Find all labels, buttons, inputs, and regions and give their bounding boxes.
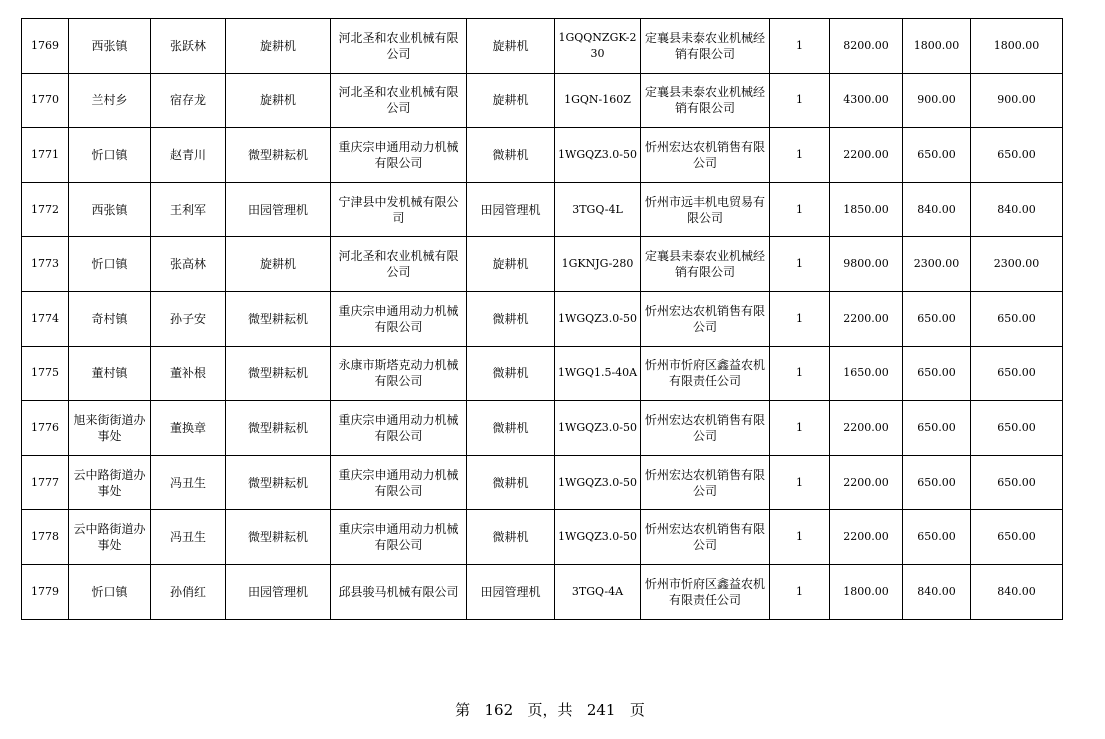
machine-category-cell: 旋耕机: [226, 237, 331, 292]
machine-category-cell: 微型耕耘机: [226, 291, 331, 346]
table-row: [22, 19, 1063, 74]
town-cell: 董村镇: [69, 346, 151, 401]
farmer-name-cell: 孙子安: [151, 291, 226, 346]
quantity-cell: 1: [770, 19, 830, 74]
machine-type-cell: 微耕机: [467, 455, 555, 510]
row-index-cell: 1779: [22, 564, 69, 619]
machine-type-cell: 微耕机: [467, 128, 555, 183]
table-row: [22, 128, 1063, 183]
dealer-cell: 忻州宏达农机销售有限公司: [641, 291, 770, 346]
machine-category-cell: 微型耕耘机: [226, 401, 331, 456]
table-body: [22, 19, 1063, 620]
page-footer: [0, 699, 1100, 720]
manufacturer-cell: 重庆宗申通用动力机械有限公司: [331, 455, 467, 510]
model-cell: 1WGQZ3.0-50: [555, 128, 641, 183]
sale-price-cell: 1850.00: [830, 182, 903, 237]
farmer-name-cell: 董换章: [151, 401, 226, 456]
footer-suffix: 页: [629, 701, 645, 719]
quantity-cell: 1: [770, 237, 830, 292]
machine-type-cell: 微耕机: [467, 401, 555, 456]
total-subsidy-cell: 900.00: [971, 73, 1063, 128]
quantity-cell: 1: [770, 401, 830, 456]
manufacturer-cell: 邱县骏马机械有限公司: [331, 564, 467, 619]
central-subsidy-cell: 650.00: [903, 346, 971, 401]
dealer-cell: 忻州市忻府区鑫益农机有限责任公司: [641, 564, 770, 619]
total-subsidy-cell: 840.00: [971, 182, 1063, 237]
sale-price-cell: 2200.00: [830, 291, 903, 346]
table-row: [22, 237, 1063, 292]
central-subsidy-cell: 650.00: [903, 455, 971, 510]
farmer-name-cell: 张高林: [151, 237, 226, 292]
machine-category-cell: 微型耕耘机: [226, 128, 331, 183]
machine-type-cell: 微耕机: [467, 291, 555, 346]
manufacturer-cell: 宁津县中发机械有限公司: [331, 182, 467, 237]
sale-price-cell: 2200.00: [830, 128, 903, 183]
sale-price-cell: 1800.00: [830, 564, 903, 619]
dealer-cell: 忻州宏达农机销售有限公司: [641, 455, 770, 510]
dealer-cell: 忻州宏达农机销售有限公司: [641, 128, 770, 183]
manufacturer-cell: 河北圣和农业机械有限公司: [331, 73, 467, 128]
total-subsidy-cell: 650.00: [971, 455, 1063, 510]
total-subsidy-cell: 840.00: [971, 564, 1063, 619]
town-cell: 忻口镇: [69, 564, 151, 619]
central-subsidy-cell: 1800.00: [903, 19, 971, 74]
manufacturer-cell: 永康市斯塔克动力机械有限公司: [331, 346, 467, 401]
farmer-name-cell: 冯丑生: [151, 455, 226, 510]
table-row: [22, 346, 1063, 401]
model-cell: 1WGQZ3.0-50: [555, 510, 641, 565]
model-cell: 1WGQ1.5-40A: [555, 346, 641, 401]
model-cell: 1WGQZ3.0-50: [555, 401, 641, 456]
machine-type-cell: 微耕机: [467, 510, 555, 565]
total-subsidy-cell: 650.00: [971, 510, 1063, 565]
table-row: [22, 564, 1063, 619]
farmer-name-cell: 孙俏红: [151, 564, 226, 619]
central-subsidy-cell: 650.00: [903, 510, 971, 565]
central-subsidy-cell: 650.00: [903, 401, 971, 456]
quantity-cell: 1: [770, 455, 830, 510]
quantity-cell: 1: [770, 128, 830, 183]
machine-category-cell: 微型耕耘机: [226, 510, 331, 565]
model-cell: 1GQQNZGK-230: [555, 19, 641, 74]
central-subsidy-cell: 840.00: [903, 564, 971, 619]
manufacturer-cell: 河北圣和农业机械有限公司: [331, 237, 467, 292]
table-row: [22, 182, 1063, 237]
model-cell: 1WGQZ3.0-50: [555, 291, 641, 346]
machine-category-cell: 田园管理机: [226, 564, 331, 619]
sale-price-cell: 4300.00: [830, 73, 903, 128]
sale-price-cell: 2200.00: [830, 455, 903, 510]
model-cell: 3TGQ-4L: [555, 182, 641, 237]
town-cell: 忻口镇: [69, 128, 151, 183]
town-cell: 西张镇: [69, 19, 151, 74]
table-row: [22, 73, 1063, 128]
total-subsidy-cell: 650.00: [971, 128, 1063, 183]
quantity-cell: 1: [770, 182, 830, 237]
town-cell: 云中路街道办事处: [69, 455, 151, 510]
dealer-cell: 定襄县耒泰农业机械经销有限公司: [641, 237, 770, 292]
machine-category-cell: 微型耕耘机: [226, 455, 331, 510]
town-cell: 奇村镇: [69, 291, 151, 346]
farmer-name-cell: 宿存龙: [151, 73, 226, 128]
row-index-cell: 1778: [22, 510, 69, 565]
sale-price-cell: 1650.00: [830, 346, 903, 401]
row-index-cell: 1773: [22, 237, 69, 292]
quantity-cell: 1: [770, 564, 830, 619]
dealer-cell: 忻州市远丰机电贸易有限公司: [641, 182, 770, 237]
row-index-cell: 1770: [22, 73, 69, 128]
dealer-cell: 忻州宏达农机销售有限公司: [641, 510, 770, 565]
table-row: [22, 510, 1063, 565]
farmer-name-cell: 董补根: [151, 346, 226, 401]
total-subsidy-cell: 2300.00: [971, 237, 1063, 292]
total-subsidy-cell: 650.00: [971, 401, 1063, 456]
town-cell: 旭来街街道办事处: [69, 401, 151, 456]
table-row: [22, 455, 1063, 510]
model-cell: 1GKNJG-280: [555, 237, 641, 292]
quantity-cell: 1: [770, 73, 830, 128]
machine-type-cell: 旋耕机: [467, 73, 555, 128]
subsidy-table: [21, 18, 1063, 620]
footer-middle: 页，共: [527, 701, 573, 719]
central-subsidy-cell: 900.00: [903, 73, 971, 128]
sale-price-cell: 9800.00: [830, 237, 903, 292]
quantity-cell: 1: [770, 291, 830, 346]
row-index-cell: 1777: [22, 455, 69, 510]
sale-price-cell: 2200.00: [830, 401, 903, 456]
row-index-cell: 1776: [22, 401, 69, 456]
dealer-cell: 忻州市忻府区鑫益农机有限责任公司: [641, 346, 770, 401]
machine-category-cell: 旋耕机: [226, 73, 331, 128]
machine-category-cell: 微型耕耘机: [226, 346, 331, 401]
machine-type-cell: 旋耕机: [467, 19, 555, 74]
row-index-cell: 1771: [22, 128, 69, 183]
sale-price-cell: 2200.00: [830, 510, 903, 565]
machine-type-cell: 田园管理机: [467, 564, 555, 619]
row-index-cell: 1772: [22, 182, 69, 237]
sale-price-cell: 8200.00: [830, 19, 903, 74]
quantity-cell: 1: [770, 510, 830, 565]
town-cell: 兰村乡: [69, 73, 151, 128]
manufacturer-cell: 河北圣和农业机械有限公司: [331, 19, 467, 74]
machine-category-cell: 田园管理机: [226, 182, 331, 237]
subsidy-table-container: [21, 18, 1063, 620]
total-subsidy-cell: 650.00: [971, 346, 1063, 401]
dealer-cell: 定襄县耒泰农业机械经销有限公司: [641, 73, 770, 128]
machine-type-cell: 旋耕机: [467, 237, 555, 292]
machine-category-cell: 旋耕机: [226, 19, 331, 74]
central-subsidy-cell: 840.00: [903, 182, 971, 237]
quantity-cell: 1: [770, 346, 830, 401]
farmer-name-cell: 张跃林: [151, 19, 226, 74]
central-subsidy-cell: 650.00: [903, 291, 971, 346]
town-cell: 忻口镇: [69, 237, 151, 292]
farmer-name-cell: 赵青川: [151, 128, 226, 183]
farmer-name-cell: 冯丑生: [151, 510, 226, 565]
town-cell: 西张镇: [69, 182, 151, 237]
dealer-cell: 忻州宏达农机销售有限公司: [641, 401, 770, 456]
central-subsidy-cell: 2300.00: [903, 237, 971, 292]
row-index-cell: 1769: [22, 19, 69, 74]
current-page-number: 162: [484, 701, 514, 719]
machine-type-cell: 田园管理机: [467, 182, 555, 237]
central-subsidy-cell: 650.00: [903, 128, 971, 183]
table-row: [22, 401, 1063, 456]
machine-type-cell: 微耕机: [467, 346, 555, 401]
table-row: [22, 291, 1063, 346]
manufacturer-cell: 重庆宗申通用动力机械有限公司: [331, 291, 467, 346]
total-subsidy-cell: 1800.00: [971, 19, 1063, 74]
footer-prefix: 第: [455, 701, 471, 719]
town-cell: 云中路街道办事处: [69, 510, 151, 565]
row-index-cell: 1775: [22, 346, 69, 401]
model-cell: 1GQN-160Z: [555, 73, 641, 128]
model-cell: 3TGQ-4A: [555, 564, 641, 619]
model-cell: 1WGQZ3.0-50: [555, 455, 641, 510]
dealer-cell: 定襄县耒泰农业机械经销有限公司: [641, 19, 770, 74]
farmer-name-cell: 王利军: [151, 182, 226, 237]
manufacturer-cell: 重庆宗申通用动力机械有限公司: [331, 401, 467, 456]
total-subsidy-cell: 650.00: [971, 291, 1063, 346]
manufacturer-cell: 重庆宗申通用动力机械有限公司: [331, 510, 467, 565]
row-index-cell: 1774: [22, 291, 69, 346]
manufacturer-cell: 重庆宗申通用动力机械有限公司: [331, 128, 467, 183]
total-pages-number: 241: [586, 701, 616, 719]
